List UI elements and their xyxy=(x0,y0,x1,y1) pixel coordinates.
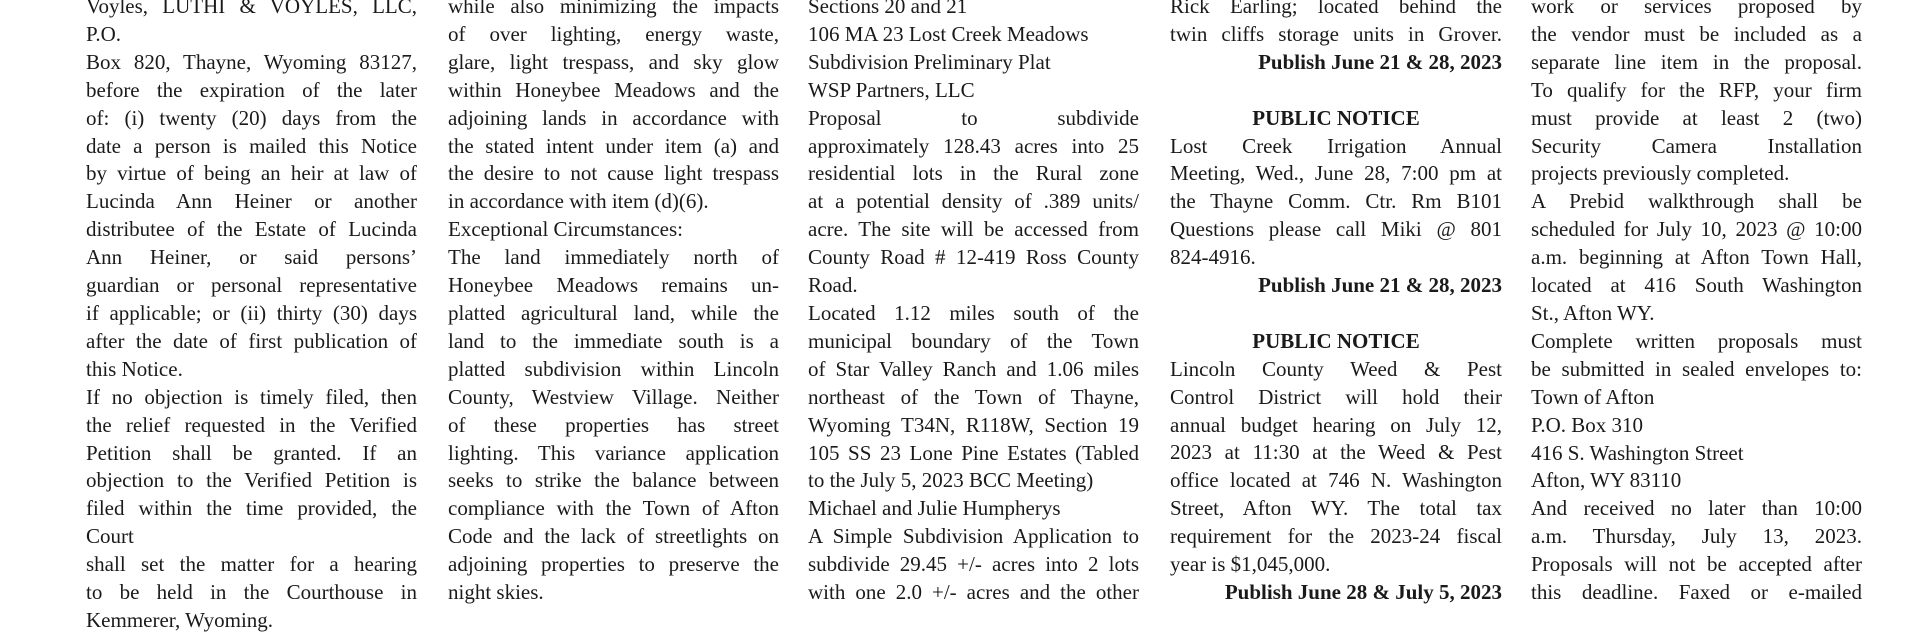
text-line: Box 820, Thayne, Wyoming 83127, xyxy=(86,49,417,74)
text-line: of over lighting, energy waste, xyxy=(448,21,779,46)
text-line: while also minimizing the impacts xyxy=(448,0,779,18)
text-line: adjoining lands in accordance with xyxy=(448,105,779,130)
spacer xyxy=(1170,300,1502,328)
text-line: be submitted in sealed envelopes to: xyxy=(1531,356,1862,381)
text-line: Court xyxy=(86,524,134,549)
text-line: land to the immediate south is a xyxy=(448,328,779,353)
text-line: filed within the time provided, the xyxy=(86,496,417,521)
text-line: a.m. Thursday, July 13, 2023. xyxy=(1531,524,1862,549)
notice-heading: PUBLIC NOTICE xyxy=(1252,328,1420,353)
text-line: this Notice. xyxy=(86,356,183,381)
text-line: must provide at least 2 (two) xyxy=(1531,105,1862,130)
text-line: requirement for the 2023-24 fiscal xyxy=(1170,524,1502,549)
text-line: platted agricultural land, while the xyxy=(448,300,779,325)
text-line: Complete written proposals must xyxy=(1531,328,1862,353)
text-line: Meeting, Wed., June 28, 7:00 pm at xyxy=(1170,161,1502,186)
text-line: approximately 128.43 acres into 25 xyxy=(808,133,1139,158)
text-line: office located at 746 N. Washington xyxy=(1170,468,1502,493)
text-line: Lincoln County Weed & Pest xyxy=(1170,356,1502,381)
column-subdivision-agenda xyxy=(808,0,1139,607)
text-line: to be held in the Courthouse in xyxy=(86,580,417,605)
text-line: Proposals will not be accepted after xyxy=(1531,552,1862,577)
text-line: Subdivision Preliminary Plat xyxy=(808,49,1051,74)
text-line: Voyles, LUTHI & VOYLES, LLC, P.O. xyxy=(86,0,417,46)
text-line: distributee of the Estate of Lucinda xyxy=(86,217,417,242)
text-line: of Star Valley Ranch and 1.06 miles xyxy=(808,356,1139,381)
text-line: A Simple Subdivision Application to xyxy=(808,524,1139,549)
text-line: shall set the matter for a hearing xyxy=(86,552,417,577)
text-line: Michael and Julie Humpherys xyxy=(808,496,1061,521)
text-line: adjoining properties to preserve the xyxy=(448,552,779,577)
text-line: WSP Partners, LLC xyxy=(808,77,975,102)
text-line: the vendor must be included as a xyxy=(1531,21,1862,46)
column-variance-notice xyxy=(448,0,779,607)
text-line: 105 SS 23 Lone Pine Estates (Tabled xyxy=(808,440,1139,465)
text-line: Proposal to subdivide xyxy=(808,105,1139,130)
text-line: municipal boundary of the Town xyxy=(808,328,1139,353)
text-line: 106 MA 23 Lost Creek Meadows xyxy=(808,21,1089,46)
text-line: Afton, WY 83110 xyxy=(1531,468,1682,493)
text-line: Street, Afton WY. The total tax xyxy=(1170,496,1502,521)
text-line: before the expiration of the later xyxy=(86,77,417,102)
column-rfp-notice xyxy=(1531,0,1862,607)
publish-dates: Publish June 21 & 28, 2023 xyxy=(1258,273,1502,298)
text-line: northeast of the Town of Thayne, xyxy=(808,384,1139,409)
text-line: lighting. This variance application xyxy=(448,440,779,465)
text-line: at a potential density of .389 units/ xyxy=(808,189,1139,214)
text-line: after the date of first publication of xyxy=(86,328,417,353)
text-line: Exceptional Circumstances: xyxy=(448,217,684,242)
text-line: Security Camera Installation xyxy=(1531,133,1862,158)
text-line: seeks to strike the balance between xyxy=(448,468,779,493)
text-line: work or services proposed by xyxy=(1531,0,1862,18)
text-line: Control District will hold their xyxy=(1170,384,1502,409)
text-line: projects previously completed. xyxy=(1531,161,1790,186)
text-line: Kemmerer, Wyoming. xyxy=(86,607,274,632)
text-line: If no objection is timely filed, then xyxy=(86,384,417,409)
publish-dates: Publish June 28 & July 5, 2023 xyxy=(1224,580,1502,604)
text-line: if applicable; or (ii) thirty (30) days xyxy=(86,300,417,325)
text-line: a.m. beginning at Afton Town Hall, xyxy=(1531,245,1862,270)
notice-heading: PUBLIC NOTICE xyxy=(1252,105,1420,130)
text-line: County Road # 12-419 Ross County xyxy=(808,245,1139,270)
text-line: Lucinda Ann Heiner or another xyxy=(86,189,417,214)
text-line: 416 S. Washington Street xyxy=(1531,440,1744,465)
column-public-notices xyxy=(1170,0,1502,607)
text-line: Code and the lack of streetlights on xyxy=(448,524,779,549)
text-line: Town of Afton xyxy=(1531,384,1655,409)
text-line: the stated intent under item (a) and xyxy=(448,133,779,158)
text-line: the desire to not cause light trespass xyxy=(448,161,779,186)
text-line: glare, light trespass, and sky glow xyxy=(448,49,779,74)
text-line: this deadline. Faxed or e-mailed xyxy=(1531,580,1862,605)
text-line: Questions please call Miki @ 801 xyxy=(1170,217,1502,242)
text-line: acre. The site will be accessed from xyxy=(808,217,1139,242)
text-line: objection to the Verified Petition is xyxy=(86,468,417,493)
text-line: And received no later than 10:00 xyxy=(1531,496,1862,521)
text-line: twin cliffs storage units in Grover. xyxy=(1170,21,1502,46)
text-line: of these properties has street xyxy=(448,412,779,437)
text-line: Ann Heiner, or said persons’ xyxy=(86,245,417,270)
text-line: residential lots in the Rural zone xyxy=(808,161,1139,186)
text-line: Honeybee Meadows remains un- xyxy=(448,273,779,298)
text-line: Located 1.12 miles south of the xyxy=(808,300,1139,325)
text-line: guardian or personal representative xyxy=(86,273,417,298)
text-line: the relief requested in the Verified xyxy=(86,412,417,437)
text-line: located at 416 South Washington xyxy=(1531,273,1862,298)
text-line: separate line item in the proposal. xyxy=(1531,49,1862,74)
text-line: The land immediately north of xyxy=(448,245,779,270)
text-line: A Prebid walkthrough shall be xyxy=(1531,189,1862,214)
text-line: 2023 at 11:30 at the Weed & Pest xyxy=(1170,440,1502,465)
text-line: year is $1,045,000. xyxy=(1170,552,1331,577)
text-line: with one 2.0 +/- acres and the other xyxy=(808,580,1139,605)
text-line: P.O. Box 310 xyxy=(1531,412,1644,437)
text-line: Wyoming T34N, R118W, Section 19 xyxy=(808,412,1139,437)
text-line: by virtue of being an heir at law of xyxy=(86,161,417,186)
text-line: Sections 20 and 21 xyxy=(808,0,968,18)
text-line: date a person is mailed this Notice xyxy=(86,133,417,158)
text-line: St., Afton WY. xyxy=(1531,300,1655,325)
text-line: Rick Earling; located behind the xyxy=(1170,0,1502,18)
publish-dates: Publish June 21 & 28, 2023 xyxy=(1258,49,1502,74)
text-line: To qualify for the RFP, your firm xyxy=(1531,77,1862,102)
text-line: in accordance with item (d)(6). xyxy=(448,189,709,214)
text-line: subdivide 29.45 +/- acres into 2 lots xyxy=(808,552,1139,577)
text-line: night skies. xyxy=(448,580,544,605)
text-line: of: (i) twenty (20) days from the xyxy=(86,105,417,130)
text-line: annual budget hearing on July 12, xyxy=(1170,412,1502,437)
text-line: scheduled for July 10, 2023 @ 10:00 xyxy=(1531,217,1862,242)
text-line: Road. xyxy=(808,273,858,298)
text-line: County, Westview Village. Neither xyxy=(448,384,779,409)
text-line: platted subdivision within Lincoln xyxy=(448,356,779,381)
text-line: the Thayne Comm. Ctr. Rm B101 xyxy=(1170,189,1502,214)
text-line: 824-4916. xyxy=(1170,245,1256,270)
spacer xyxy=(1170,77,1502,105)
text-line: to the July 5, 2023 BCC Meeting) xyxy=(808,468,1094,493)
column-estate-notice xyxy=(86,0,417,635)
text-line: Lost Creek Irrigation Annual xyxy=(1170,133,1502,158)
text-line: Petition shall be granted. If an xyxy=(86,440,417,465)
text-line: compliance with the Town of Afton xyxy=(448,496,779,521)
text-line: within Honeybee Meadows and the xyxy=(448,77,779,102)
